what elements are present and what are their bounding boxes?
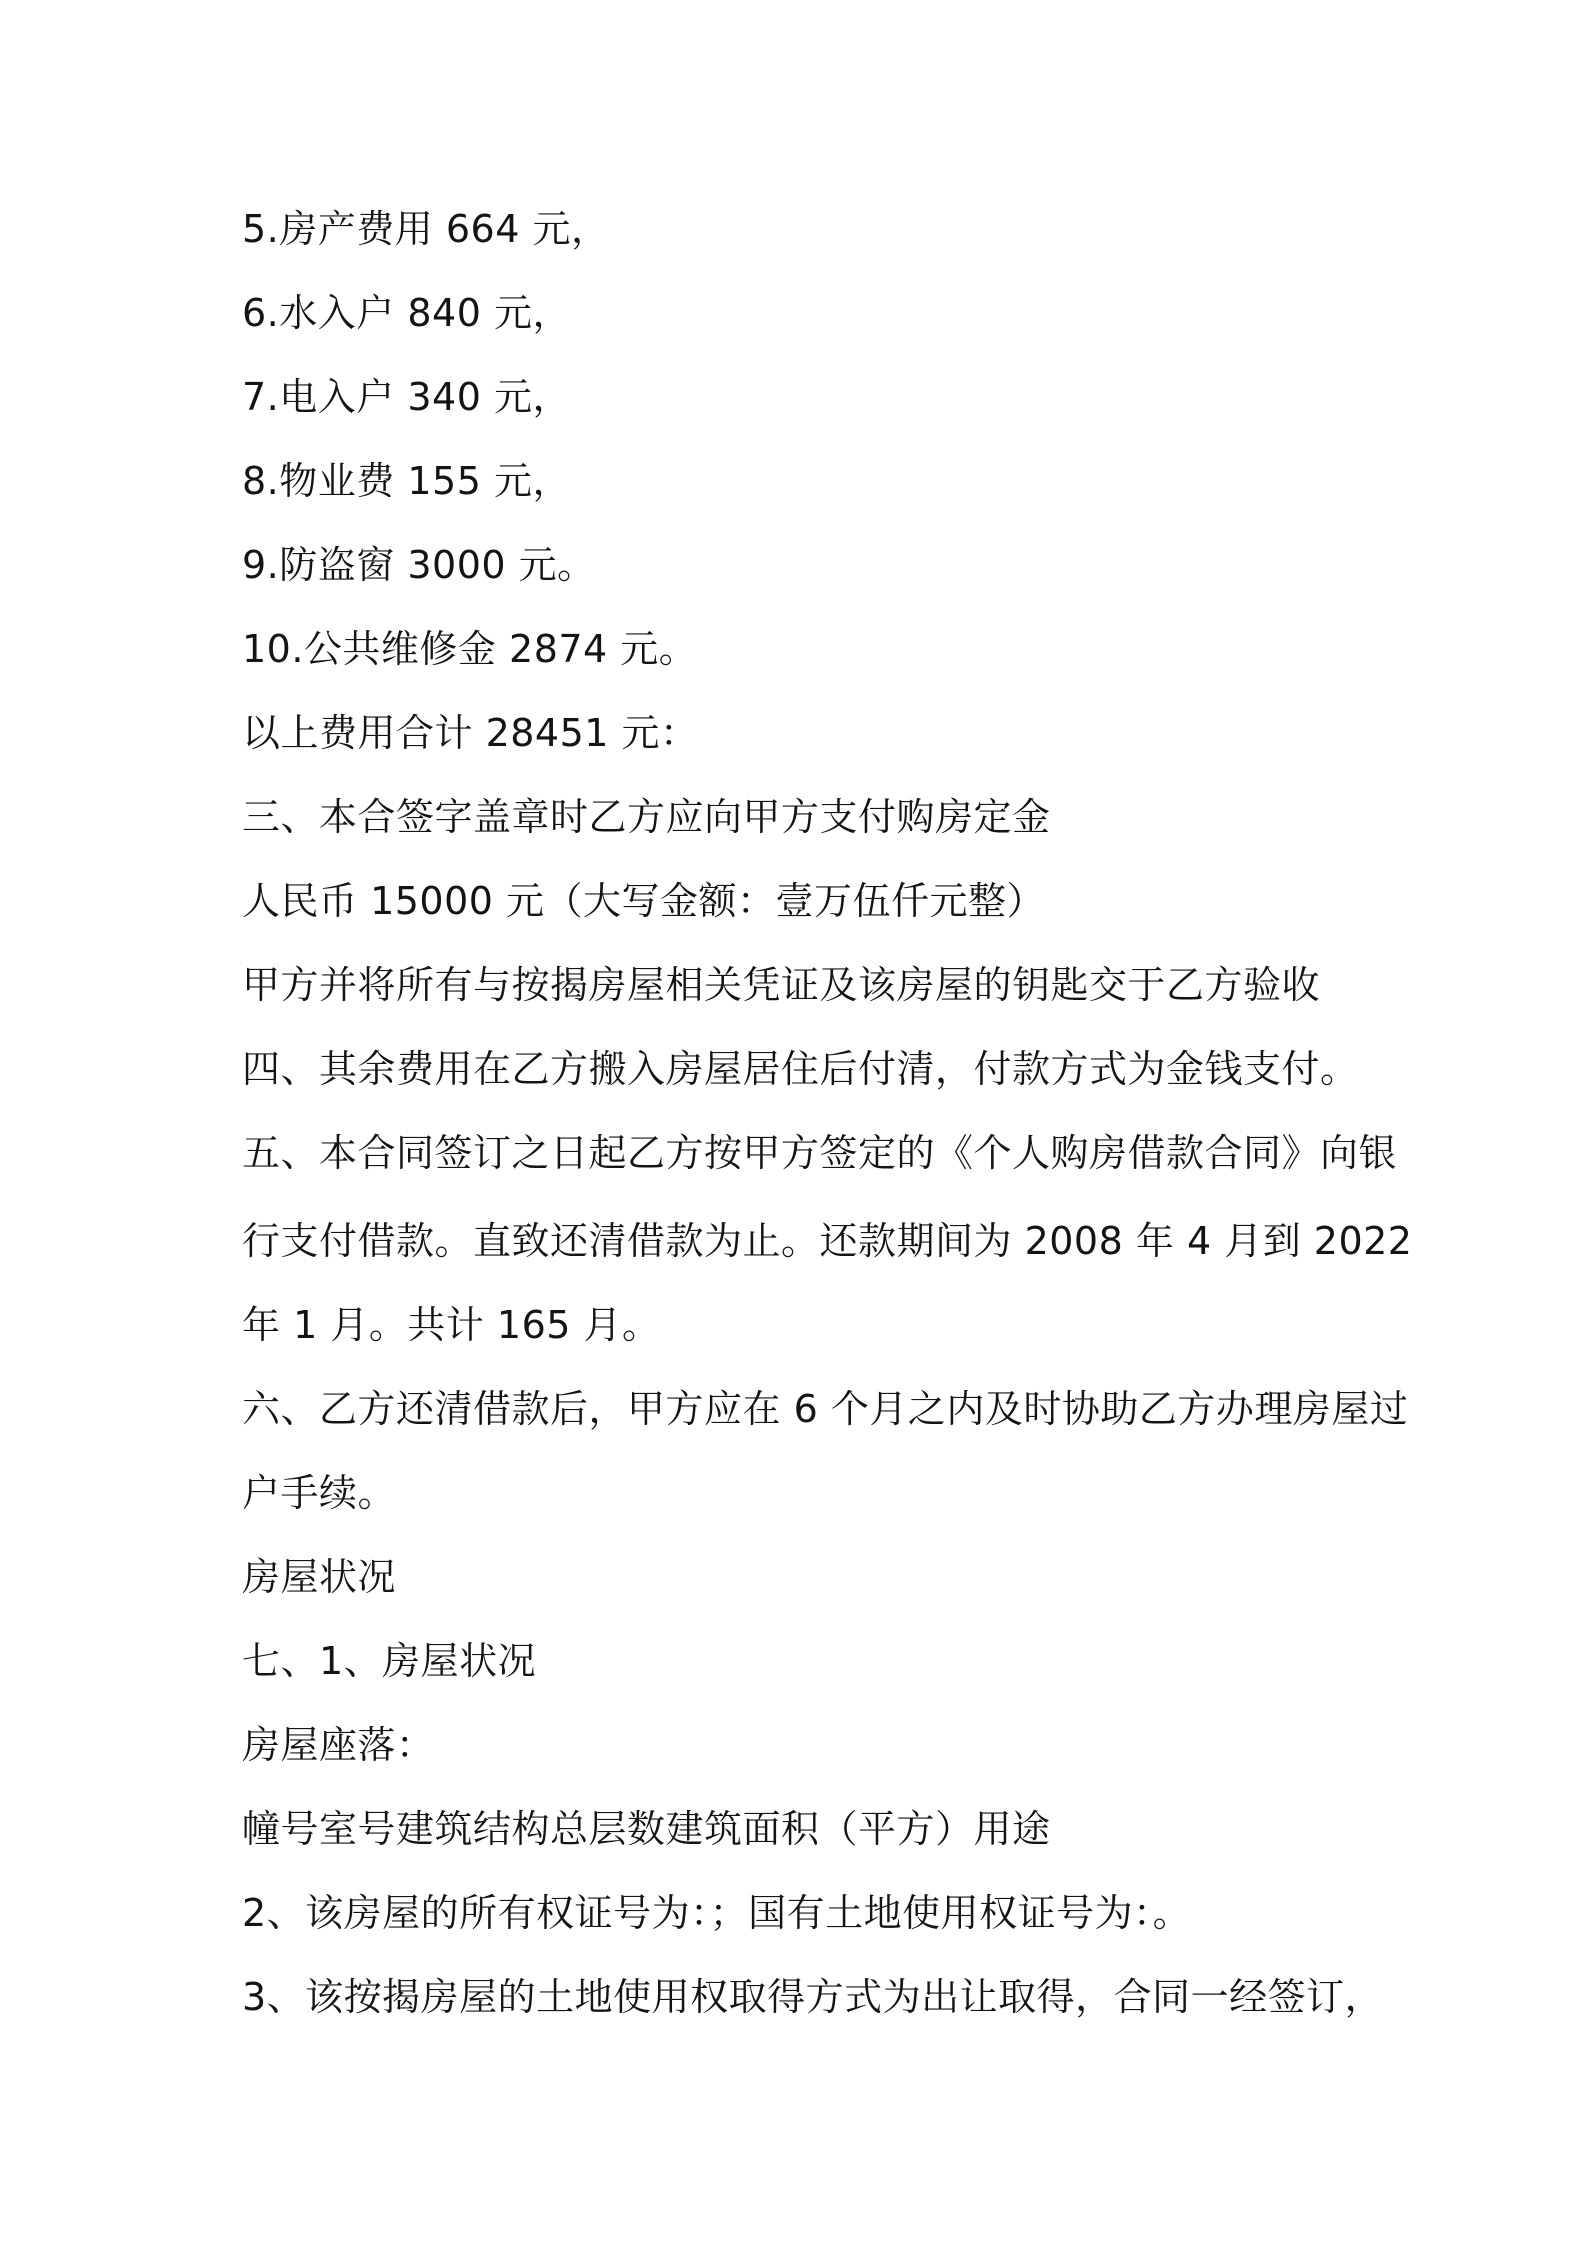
house-attributes: 幢号室号建筑结构总层数建筑面积（平方）用途 bbox=[242, 1807, 1051, 1851]
house-location: 房屋座落： bbox=[242, 1723, 435, 1767]
fee-item-water: 6.水入户 840 元， bbox=[242, 291, 571, 335]
clause-three: 三、本合签字盖章时乙方应向甲方支付购房定金 bbox=[242, 795, 1051, 839]
clause-four: 四、其余费用在乙方搬入房屋居住后付清，付款方式为金钱支付。 bbox=[242, 1047, 1359, 1091]
land-use-right: 3、该按揭房屋的土地使用权取得方式为出让取得，合同一经签订， bbox=[242, 1975, 1384, 2019]
fee-total: 以上费用合计 28451 元： bbox=[242, 711, 699, 755]
fee-item-maintenance-fund: 10.公共维修金 2874 元。 bbox=[242, 627, 698, 671]
section-heading-house-status: 房屋状况 bbox=[242, 1555, 397, 1599]
fee-item-electricity: 7.电入户 340 元， bbox=[242, 375, 571, 419]
clause-six-end: 户手续。 bbox=[242, 1471, 397, 1515]
clause-seven-heading: 七、1、房屋状况 bbox=[242, 1639, 537, 1683]
clause-five-continued: 行支付借款。直致还清借款为止。还款期间为 2008 年 4 月到 2022 bbox=[242, 1219, 1413, 1263]
clause-six: 六、乙方还清借款后，甲方应在 6 个月之内及时协助乙方办理房屋过 bbox=[242, 1387, 1409, 1431]
clause-five: 五、本合同签订之日起乙方按甲方签定的《个人购房借款合同》向银 bbox=[242, 1131, 1398, 1175]
clause-five-end: 年 1 月。共计 165 月。 bbox=[242, 1303, 661, 1347]
clause-three-amount: 人民币 15000 元（大写金额：壹万伍仟元整） bbox=[242, 879, 1046, 923]
clause-three-handover: 甲方并将所有与按揭房屋相关凭证及该房屋的钥匙交于乙方验收 bbox=[242, 963, 1321, 1007]
ownership-certificate: 2、该房屋的所有权证号为：；国有土地使用权证号为：。 bbox=[242, 1891, 1192, 1935]
fee-item-security-window: 9.防盗窗 3000 元。 bbox=[242, 543, 596, 587]
fee-item-property: 5.房产费用 664 元， bbox=[242, 207, 610, 251]
fee-item-management: 8.物业费 155 元， bbox=[242, 459, 571, 503]
